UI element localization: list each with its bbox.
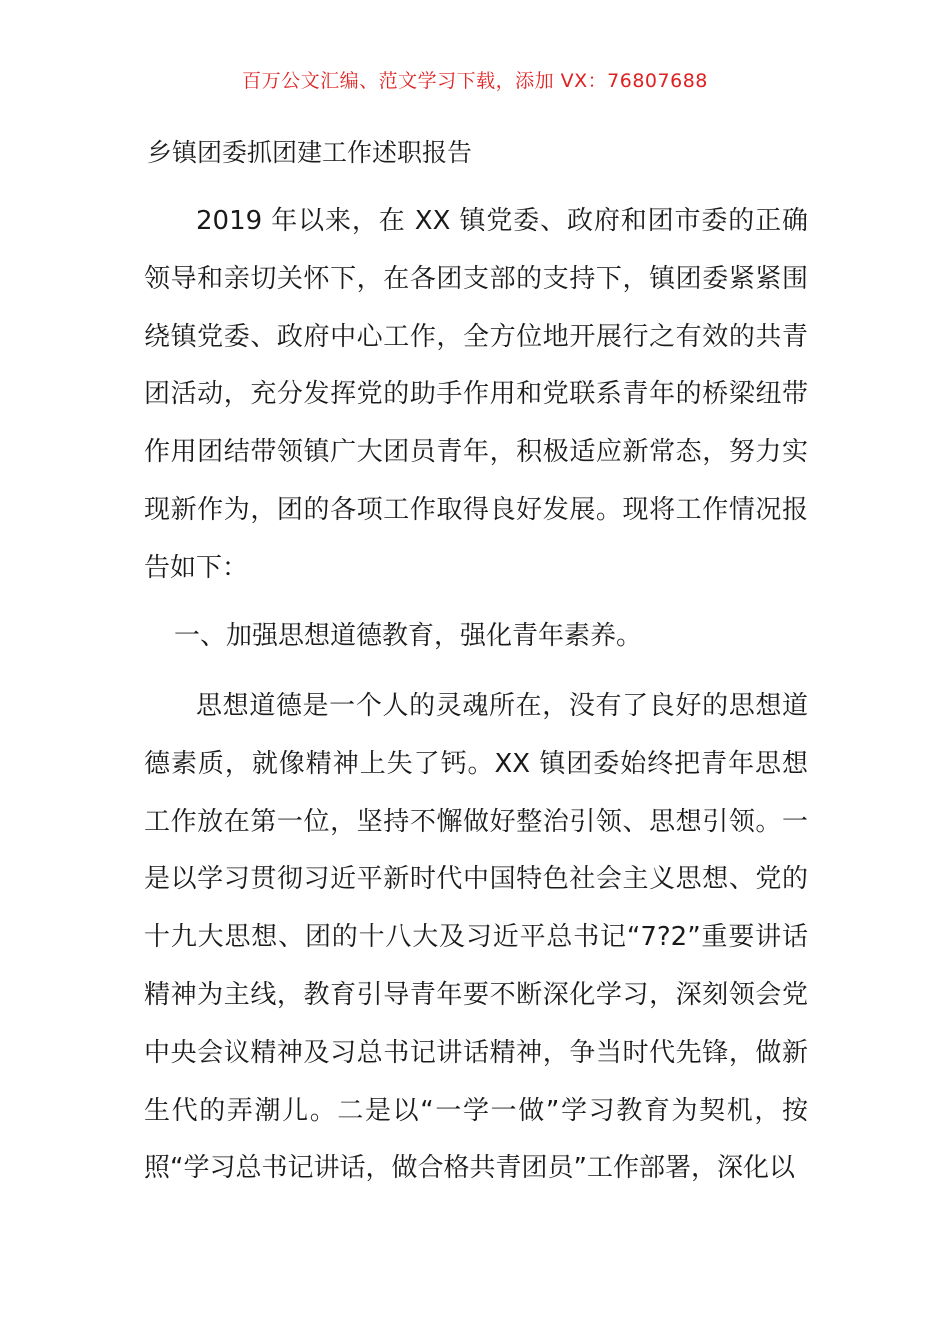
section-heading-1: 一、加强思想道德教育，强化青年素养。 bbox=[174, 621, 643, 651]
intro-paragraph: 2019 年以来，在 XX 镇党委、政府和团市委的正确领导和亲切关怀下，在各团支部的支持下，镇团委紧紧围绕镇党委、政府中心工作，全方位地开展行之有效的共青团活动，充分发挥党的助手作用和党联系青年的桥梁纽带作用团结带领镇广大团员青年，积极适应新常态，努力实现新作为，团的各项工作取得良好发展。现将工作情况报告如下： bbox=[144, 206, 808, 583]
document-title: 乡镇团委抓团建工作述职报告 bbox=[147, 138, 473, 167]
header-download-note: 百万公文汇编、范文学习下载，添加 VX：76807688 bbox=[242, 70, 708, 92]
section-1-paragraph: 思想道德是一个人的灵魂所在，没有了良好的思想道德素质，就像精神上失了钙。XX 镇团委始终把青年思想工作放在第一位，坚持不懈做好整治引领、思想引领。一是以学习贯彻习近平新时代中国特色社会主义思想、党的十九大思想、团的十八大及习近平总书记“7?2”重要讲话精神为主线，教育引导青年要不断深化学习，深刻领会党中央会议精神及习总书记讲话精神，争当时代先锋，做新生代的弄潮儿。二是以“一学一做”学习教育为契机，按照“学习总书记讲话，做合格共青团员”工作部署，深化以 bbox=[144, 691, 808, 1184]
